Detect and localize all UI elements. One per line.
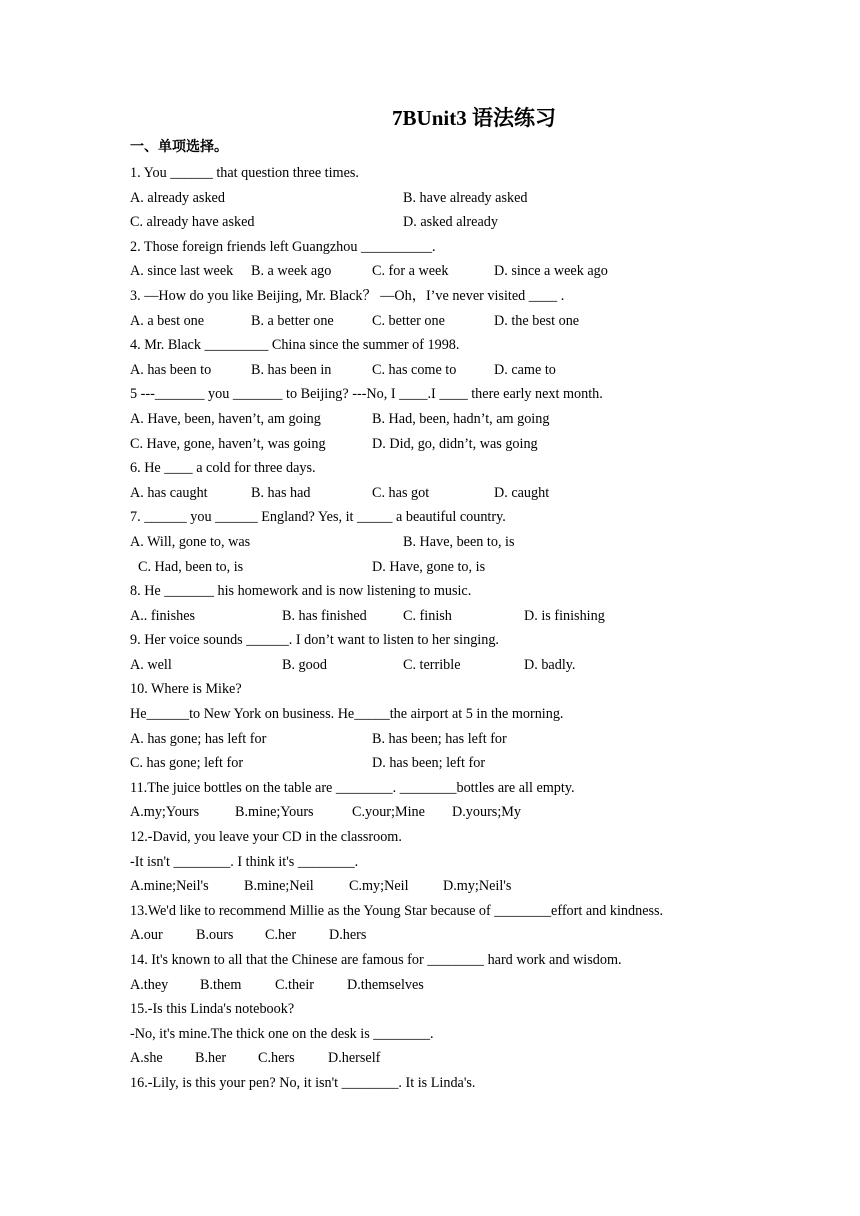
answer-option: B. a week ago xyxy=(251,263,332,280)
answer-options-row xyxy=(130,309,830,334)
answer-option: C.her xyxy=(265,927,297,944)
answer-options-row xyxy=(130,604,830,629)
answer-options-row xyxy=(130,259,830,284)
answer-option: C. better one xyxy=(372,312,445,329)
answer-options-row xyxy=(130,186,830,211)
worksheet-title: 7BUnit3 语法练习 xyxy=(392,106,556,130)
answer-options-row xyxy=(130,751,830,776)
answer-option: A. has gone; has left for xyxy=(130,730,267,747)
answer-option: B.her xyxy=(195,1050,227,1067)
answer-option: B.mine;Neil xyxy=(244,878,314,895)
answer-option: D. asked already xyxy=(403,214,498,231)
answer-option: A. well xyxy=(130,656,172,673)
answer-option: D. since a week ago xyxy=(494,263,608,280)
answer-option: D.yours;My xyxy=(452,804,521,821)
question-text: 6. He ____ a cold for three days. xyxy=(130,460,316,477)
answer-option: B. have already asked xyxy=(403,189,528,206)
answer-option: B. has been in xyxy=(251,361,332,378)
answer-option: C. already have asked xyxy=(130,214,255,231)
question-text: 9. Her voice sounds ______. I don’t want to listen to her singing. xyxy=(130,632,499,649)
answer-option: A. Have, been, haven’t, am going xyxy=(130,410,321,427)
answer-option: C.my;Neil xyxy=(349,878,409,895)
answer-options-row xyxy=(130,923,830,948)
answer-option: A.. finishes xyxy=(130,607,196,624)
answer-option: B.them xyxy=(200,976,242,993)
question-text: 1. You ______ that question three times. xyxy=(130,165,359,181)
answer-option: A.they xyxy=(130,976,169,993)
answer-option: D. has been; left for xyxy=(372,755,486,772)
question-list xyxy=(130,161,830,1096)
answer-option: A.she xyxy=(130,1050,163,1067)
answer-option: A.my;Yours xyxy=(130,804,200,821)
answer-option: B. Have, been to, is xyxy=(403,533,515,550)
answer-option: D.my;Neil's xyxy=(443,878,512,895)
question-text: -It isn't ________. I think it's ________. xyxy=(130,853,359,870)
answer-option: C. finish xyxy=(403,607,452,624)
answer-option: B. Had, been, hadn’t, am going xyxy=(372,410,550,427)
answer-option: A. a best one xyxy=(130,312,205,329)
answer-options-row xyxy=(130,727,830,752)
answer-options-row xyxy=(130,407,830,432)
answer-option: B. has been; has left for xyxy=(372,730,507,747)
answer-option: B. a better one xyxy=(251,312,334,329)
answer-option: D.hers xyxy=(329,927,367,944)
question-text: 12.-David, you leave your CD in the classroom. xyxy=(130,829,402,846)
answer-options-row xyxy=(130,1046,830,1071)
answer-option: C. has come to xyxy=(372,361,457,378)
question-text: He______to New York on business. He_____the airport at 5 in the morning. xyxy=(130,706,564,723)
answer-option: A. Will, gone to, was xyxy=(130,533,251,550)
answer-option: D. came to xyxy=(494,361,556,378)
answer-options-row xyxy=(130,973,830,998)
answer-option: B. good xyxy=(282,656,327,673)
question-text: 16.-Lily, is this your pen? No, it isn't ________. It is Linda's. xyxy=(130,1074,476,1091)
answer-options-row xyxy=(130,874,830,899)
answer-options-row xyxy=(130,653,830,678)
question-text: 7. ______ you ______ England? Yes, it _____ a beautiful country. xyxy=(130,509,506,526)
answer-option: A.our xyxy=(130,927,163,944)
answer-option: A.mine;Neil's xyxy=(130,878,209,895)
answer-options-row xyxy=(130,432,830,457)
section-heading: 一、单项选择。 xyxy=(130,139,228,155)
question-text: 10. Where is Mike? xyxy=(130,681,242,698)
answer-options-row xyxy=(130,358,830,383)
answer-option: B.ours xyxy=(196,927,234,944)
answer-option: D. Did, go, didn’t, was going xyxy=(372,435,538,452)
answer-options-row xyxy=(130,530,830,555)
question-text: 11.The juice bottles on the table are ________. ________bottles are all empty. xyxy=(130,779,575,796)
question-text: 13.We'd like to recommend Millie as the Young Star because of ________effort and kindness. xyxy=(130,902,664,919)
answer-option: D. the best one xyxy=(494,312,580,329)
answer-options-row xyxy=(130,555,830,580)
answer-option: C. Have, gone, haven’t, was going xyxy=(130,435,326,452)
answer-option: D. Have, gone to, is xyxy=(372,558,486,575)
answer-options-row xyxy=(130,210,830,235)
answer-options-row xyxy=(130,481,830,506)
answer-option: A. since last week xyxy=(130,263,234,280)
answer-option: C. has gone; left for xyxy=(130,755,244,772)
answer-option: A. already asked xyxy=(130,189,225,206)
question-text: 14. It's known to all that the Chinese are famous for ________ hard work and wisdom. xyxy=(130,952,622,968)
answer-option: C.your;Mine xyxy=(352,804,425,821)
answer-option: A. has been to xyxy=(130,361,212,378)
question-text: -No, it's mine.The thick one on the desk is ________. xyxy=(130,1025,434,1042)
answer-option: C. terrible xyxy=(403,656,461,673)
question-text: 4. Mr. Black _________ China since the summer of 1998. xyxy=(130,337,460,354)
answer-option: C. for a week xyxy=(372,263,449,280)
question-text: 8. He _______ his homework and is now listening to music. xyxy=(130,583,472,600)
answer-option: A. has caught xyxy=(130,484,208,501)
answer-option: B.mine;Yours xyxy=(235,804,314,821)
answer-option: D. badly. xyxy=(524,656,576,673)
answer-option: C. has got xyxy=(372,484,430,501)
answer-option: C.hers xyxy=(258,1050,295,1067)
answer-option: D.themselves xyxy=(347,976,424,993)
question-text: 3. —How do you like Beijing, Mr. Black？ —Oh，I’ve never visited ____ . xyxy=(130,287,565,304)
answer-option: B. has had xyxy=(251,484,311,501)
question-text: 2. Those foreign friends left Guangzhou __________. xyxy=(130,238,436,255)
answer-option: D. is finishing xyxy=(524,607,605,624)
answer-option: B. has finished xyxy=(282,607,367,624)
answer-options-row xyxy=(130,800,830,825)
answer-option: C.their xyxy=(275,976,315,993)
answer-option: D. caught xyxy=(494,484,550,501)
answer-option: D.herself xyxy=(328,1050,381,1067)
question-text: 5 ---_______ you _______ to Beijing? ---No, I ____.I ____ there early next month. xyxy=(130,386,603,403)
question-text: 15.-Is this Linda's notebook? xyxy=(130,1001,295,1018)
answer-option: C. Had, been to, is xyxy=(138,558,244,575)
